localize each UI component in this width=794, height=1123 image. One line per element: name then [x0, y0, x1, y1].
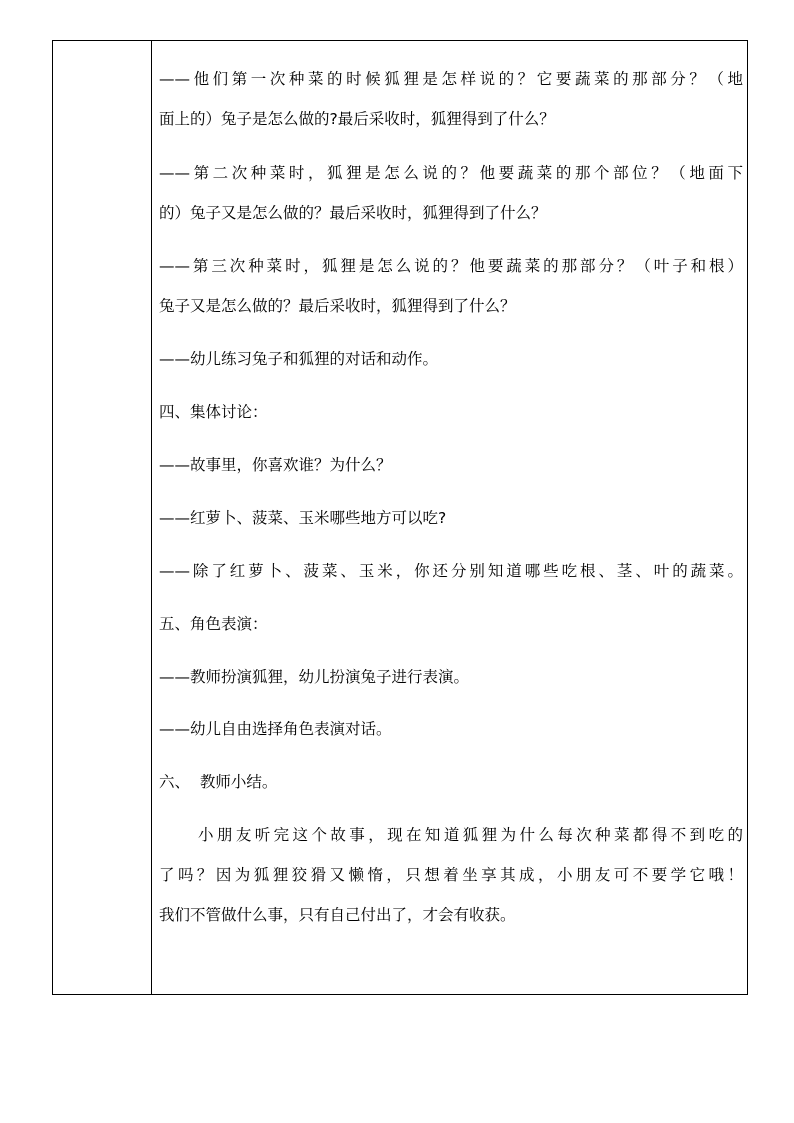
- discussion-line-2: ——红萝卜、菠菜、玉米哪些地方可以吃?: [159, 509, 447, 527]
- discussion-line-1: ——故事里，你喜欢谁？为什么？: [159, 456, 392, 474]
- roleplay-line-2: ——幼儿自由选择角色表演对话。: [159, 720, 392, 738]
- section-four-heading: 四、集体讨论：: [159, 403, 268, 421]
- lesson-plan-table: [52, 40, 748, 995]
- q2-line-2: 的）兔子又是怎么做的？最后采收时，狐狸得到了什么？: [159, 204, 547, 222]
- q3-line-2: 兔子又是怎么做的？最后采收时，狐狸得到了什么？: [159, 297, 516, 315]
- q3-line-1: ——第三次种菜时，狐狸是怎么说的？他要蔬菜的那部分？（叶子和根）: [159, 257, 743, 275]
- content-cell: [152, 41, 747, 994]
- roleplay-line-1: ——教师扮演狐狸，幼儿扮演兔子进行表演。: [159, 668, 470, 686]
- section-six-heading: 六、 教师小结。: [159, 773, 278, 791]
- q2-line-1: ——第二次种菜时，狐狸是怎么说的？他要蔬菜的那个部位？（地面下: [159, 164, 743, 182]
- q1-line-1: ——他们第一次种菜的时候狐狸是怎样说的？它要蔬菜的那部分？（地: [159, 70, 743, 88]
- summary-line-3: 我们不管做什么事，只有自己付出了，才会有收获。: [159, 906, 516, 924]
- summary-line-1: 小朋友听完这个故事，现在知道狐狸为什么每次种菜都得不到吃的: [198, 826, 743, 844]
- section-five-heading: 五、角色表演：: [159, 615, 268, 633]
- practice-line: ——幼儿练习兔子和狐狸的对话和动作。: [159, 350, 439, 368]
- q1-line-2: 面上的）兔子是怎么做的?最后采收时，狐狸得到了什么？: [159, 110, 555, 128]
- left-label-cell: [53, 41, 152, 994]
- summary-line-2: 了吗？因为狐狸狡猾又懒惰，只想着坐享其成，小朋友可不要学它哦！: [159, 866, 743, 884]
- discussion-line-3: ——除了红萝卜、菠菜、玉米，你还分别知道哪些吃根、茎、叶的蔬菜。: [159, 562, 743, 580]
